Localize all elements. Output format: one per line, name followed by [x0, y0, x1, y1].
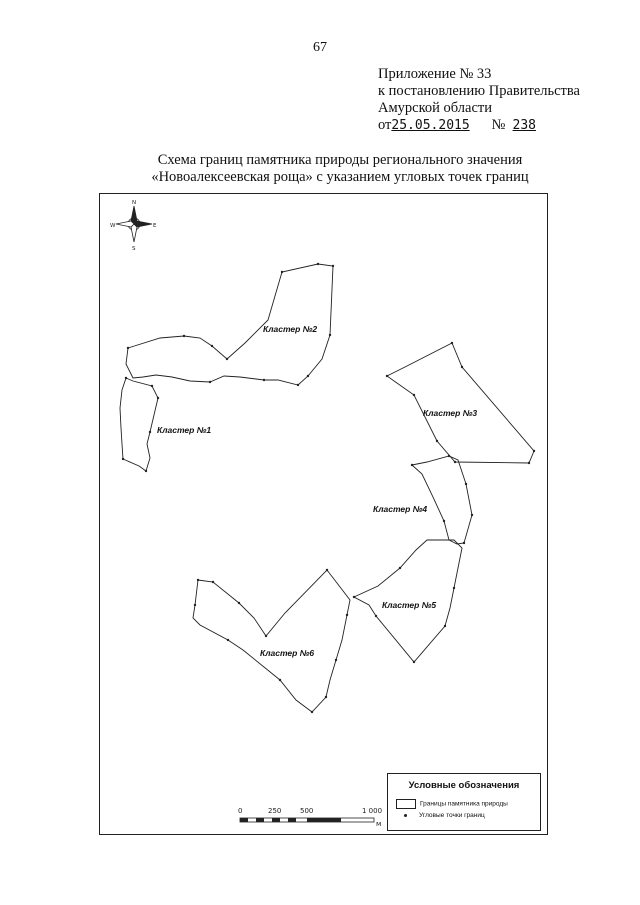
legend-boundary-label: Границы памятника природы: [420, 800, 508, 808]
header-line-3: Амурской области: [378, 100, 492, 116]
point-marker-icon: [404, 814, 407, 817]
scale-250: 250: [268, 807, 282, 815]
compass-icon: [116, 206, 152, 242]
scale-500: 500: [300, 807, 314, 815]
legend-points-label: Угловые точки границ: [419, 812, 485, 819]
scale-unit: м: [376, 820, 382, 828]
cluster-1-boundary: [120, 378, 158, 471]
decree-date: 25.05.2015: [391, 118, 470, 133]
cluster-3-boundary: [387, 343, 534, 463]
scale-bar: [240, 818, 374, 822]
scale-0: 0: [238, 807, 243, 815]
cluster-6-boundary: [193, 570, 350, 712]
legend: [387, 773, 541, 831]
header-line-2: к постановлению Правительства: [378, 83, 580, 99]
cluster-2-label: Кластер №2: [263, 324, 318, 334]
cluster-4-boundary: [412, 456, 472, 544]
page-number: 67: [313, 40, 327, 55]
title-line-2: «Новоалексеевская роща» с указанием угловых точек границ: [151, 169, 529, 185]
date-prefix: от: [378, 117, 392, 133]
cluster-3-label: Кластер №3: [423, 408, 478, 418]
compass-s: S: [132, 246, 136, 252]
compass-w: W: [110, 223, 116, 229]
scale-1000: 1 000: [362, 807, 383, 815]
corner-points: [122, 263, 535, 713]
title-line-1: Схема границ памятника природы регионального значения: [157, 152, 523, 168]
cluster-6-label: Кластер №6: [260, 648, 315, 658]
legend-boundary-row: [396, 799, 508, 809]
cluster-1-label: Кластер №1: [157, 425, 212, 435]
number-prefix: №: [491, 117, 506, 133]
compass-e: E: [153, 223, 157, 229]
boundary-swatch-icon: [396, 799, 416, 809]
decree-number: 238: [512, 118, 537, 133]
header-line-1: Приложение № 33: [378, 66, 492, 82]
compass-n: N: [132, 200, 137, 206]
cluster-4-label: Кластер №4: [373, 504, 428, 514]
legend-title: Условные обозначения: [408, 780, 520, 791]
legend-points-row: [396, 812, 485, 819]
cluster-5-label: Кластер №5: [382, 600, 437, 610]
